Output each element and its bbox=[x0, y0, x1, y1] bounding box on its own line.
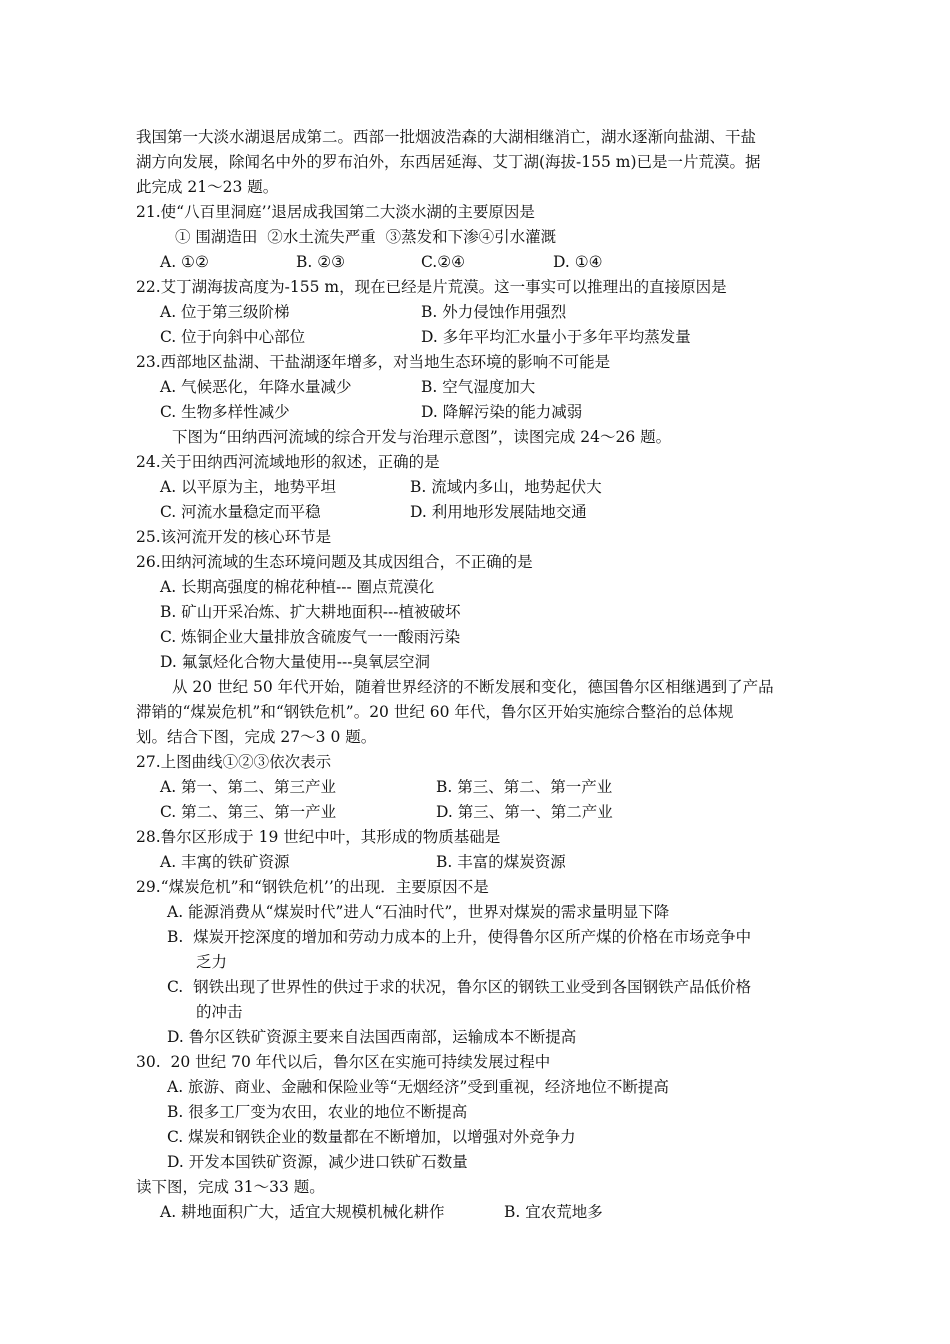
q21-stem: 21.使“八百里洞庭’’退居成我国第二大淡水湖的主要原因是 bbox=[136, 203, 535, 221]
q29-option-c-line-1: C. 钢铁出现了世界性的供过于求的状况，鲁尔区的钢铁工业受到各国钢铁产品低价格 bbox=[167, 978, 752, 996]
intro3-line-2: 滞销的“煤炭危机”和“钢铁危机”。20 世纪 60 年代，鲁尔区开始实施综合整治的总体规 bbox=[136, 703, 734, 721]
q31-option-b: B. 宜农荒地多 bbox=[504, 1203, 603, 1221]
intro-line-1: 我国第一大淡水湖退居成第二。西部一批烟波浩森的大湖相继消亡，湖水逐渐向盐湖、干盐 bbox=[136, 128, 757, 146]
q21-option-b: B. ②③ bbox=[296, 253, 346, 271]
q26-stem: 26.田纳河流域的生态环境问题及其成因组合，不正确的是 bbox=[136, 553, 533, 571]
q21-option-c: C.②④ bbox=[421, 253, 466, 271]
intro-line-2: 湖方向发展，除闻名中外的罗布泊外，东西居延海、艾丁湖(海拔-155 m)已是一片荒漠。据 bbox=[136, 153, 761, 171]
q26-option-a: A. 长期高强度的棉花种植--- 圈点荒漠化 bbox=[160, 578, 435, 596]
q24-stem: 24.关于田纳西河流域地形的叙述，正确的是 bbox=[136, 453, 440, 471]
q28-option-b: B. 丰富的煤炭资源 bbox=[436, 853, 566, 871]
q23-option-b: B. 空气湿度加大 bbox=[421, 378, 536, 396]
q30-option-a: A. 旅游、商业、金融和保险业等“无烟经济”受到重视，经济地位不断提高 bbox=[167, 1078, 669, 1096]
q23-option-d: D. 降解污染的能力减弱 bbox=[421, 403, 583, 421]
intro3-line-1: 从 20 世纪 50 年代开始，随着世界经济的不断发展和变化，德国鲁尔区相继遇到了产品 bbox=[172, 678, 774, 696]
q29-option-b-line-2: 乏力 bbox=[196, 953, 228, 971]
q24-option-c: C. 河流水量稳定而平稳 bbox=[160, 503, 321, 521]
q21-option-a: A. ①② bbox=[160, 253, 209, 271]
q24-option-a: A. 以平原为主，地势平坦 bbox=[160, 478, 337, 496]
q22-stem: 22.艾丁湖海拔高度为-155 m，现在已经是片荒漠。这一事实可以推理出的直接原因是 bbox=[136, 278, 727, 296]
intro-line-3: 此完成 21～23 题。 bbox=[136, 178, 279, 196]
q27-stem: 27.上图曲线①②③依次表示 bbox=[136, 753, 332, 771]
q30-option-b: B. 很多工厂变为农田，农业的地位不断提高 bbox=[167, 1103, 468, 1121]
q27-option-d: D. 第三、第一、第二产业 bbox=[436, 803, 613, 821]
q29-stem: 29.“煤炭危机”和“钢铁危机’’的出现．主要原因不是 bbox=[136, 878, 489, 896]
q21-sub: ① 围湖造田 ②水土流失严重 ③蒸发和下渗④引水灌溉 bbox=[175, 228, 557, 246]
q30-option-d: D. 开发本国铁矿资源，减少进口铁矿石数量 bbox=[167, 1153, 468, 1171]
q23-option-a: A. 气候恶化，年降水量减少 bbox=[160, 378, 352, 396]
q31-option-a: A. 耕地面积广大，适宜大规模机械化耕作 bbox=[160, 1203, 445, 1221]
q23-stem: 23.西部地区盐湖、干盐湖逐年增多，对当地生态环境的影响不可能是 bbox=[136, 353, 611, 371]
q28-stem: 28.鲁尔区形成于 19 世纪中叶，其形成的物质基础是 bbox=[136, 828, 501, 846]
q23-option-c: C. 生物多样性减少 bbox=[160, 403, 290, 421]
q27-option-a: A. 第一、第二、第三产业 bbox=[160, 778, 337, 796]
q22-option-b: B. 外力侵蚀作用强烈 bbox=[421, 303, 567, 321]
q22-option-c: C. 位于向斜中心部位 bbox=[160, 328, 306, 346]
q24-option-d: D. 利用地形发展陆地交通 bbox=[410, 503, 587, 521]
intro2: 下图为“田纳西河流域的综合开发与治理示意图”，读图完成 24～26 题。 bbox=[172, 428, 672, 446]
q26-option-b: B. 矿山开采冶炼、扩大耕地面积---植被破坏 bbox=[160, 603, 461, 621]
q22-option-d: D. 多年平均汇水量小于多年平均蒸发量 bbox=[421, 328, 691, 346]
q30-option-c: C. 煤炭和钢铁企业的数量都在不断增加，以增强对外竞争力 bbox=[167, 1128, 576, 1146]
q24-option-b: B. 流域内多山，地势起伏大 bbox=[410, 478, 602, 496]
q27-option-b: B. 第三、第二、第一产业 bbox=[436, 778, 613, 796]
q27-option-c: C. 第二、第三、第一产业 bbox=[160, 803, 337, 821]
q29-option-a: A. 能源消费从“煤炭时代”进人“石油时代”，世界对煤炭的需求量明显下降 bbox=[167, 903, 670, 921]
intro3-line-3: 划。结合下图，完成 27～3 0 题。 bbox=[136, 728, 377, 746]
q28-option-a: A. 丰寓的铁矿资源 bbox=[160, 853, 290, 871]
q21-option-d: D. ①④ bbox=[553, 253, 603, 271]
q25-stem: 25.该河流开发的核心环节是 bbox=[136, 528, 332, 546]
q29-option-d: D. 鲁尔区铁矿资源主要来自法国西南部，运输成本不断提高 bbox=[167, 1028, 577, 1046]
q26-option-d: D. 氟氯烃化合物大量使用---臭氧层空洞 bbox=[160, 653, 430, 671]
q29-option-c-line-2: 的冲击 bbox=[196, 1003, 243, 1021]
q22-option-a: A. 位于第三级阶梯 bbox=[160, 303, 290, 321]
q29-option-b-line-1: B. 煤炭开挖深度的增加和劳动力成本的上升，使得鲁尔区所产煤的价格在市场竞争中 bbox=[167, 928, 752, 946]
intro4: 读下图，完成 31～33 题。 bbox=[136, 1178, 325, 1196]
q26-option-c: C. 炼铜企业大量排放含硫废气一一酸雨污染 bbox=[160, 628, 461, 646]
q30-stem: 30. 20 世纪 70 年代以后，鲁尔区在实施可持续发展过程中 bbox=[136, 1053, 551, 1071]
